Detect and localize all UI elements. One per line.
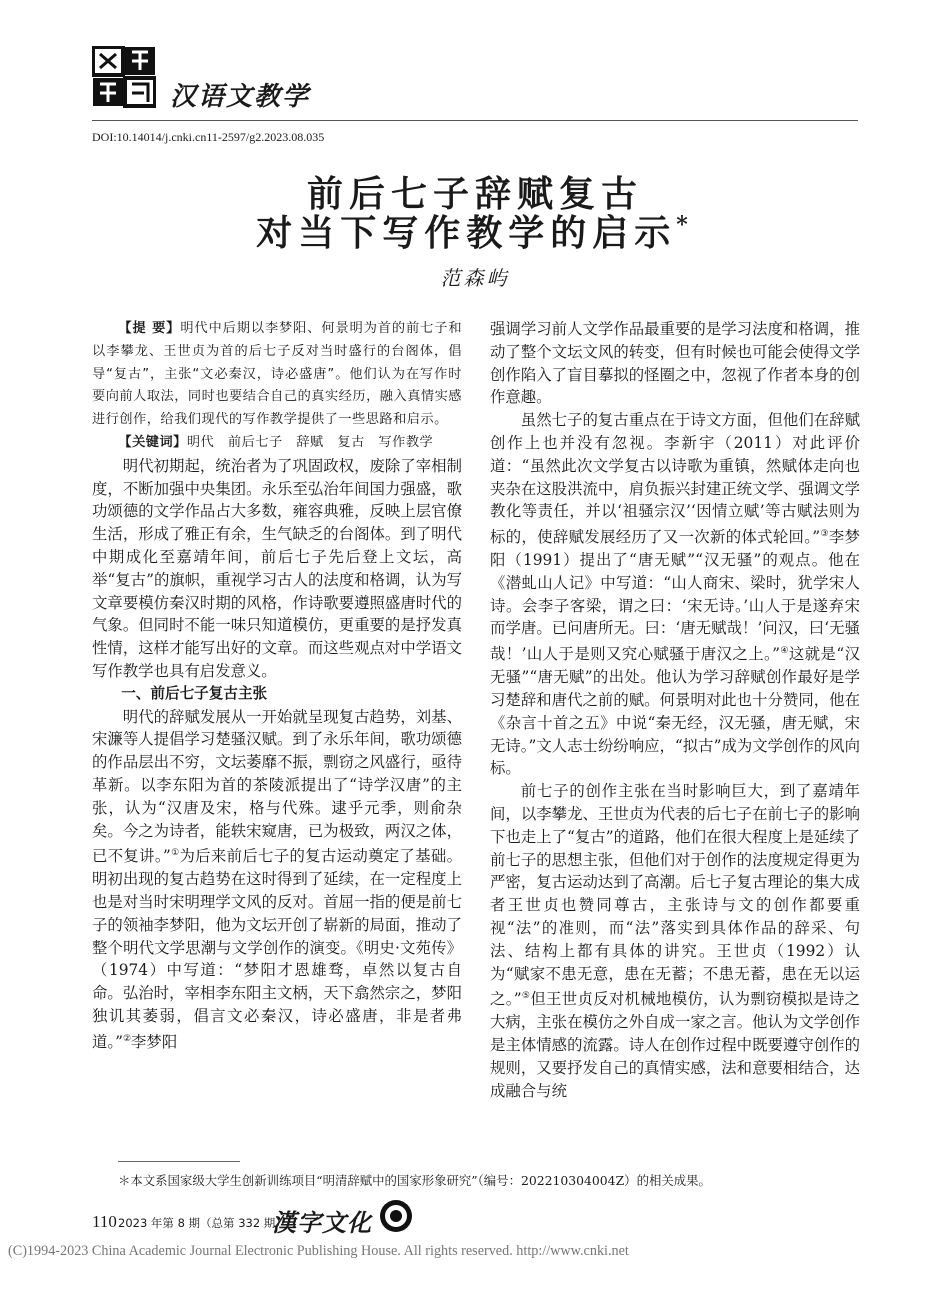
abstract <box>92 318 462 432</box>
article-title-line-2 <box>0 205 950 256</box>
paragraph-text: 前七子的创作主张在当时影响巨大，到了嘉靖年间，以李攀龙、王世贞为代表的后七子在前七子的影响下也走上了“复古”的道路，他们在很大程度上是延续了前七子的思想主张，但他们对于创作的法度规定得更为严密，复古运动达到了高潮。后七子复古理论的集大成者王世贞也赞同尊古，主张诗与文的创作都要重视“法”的准则，而“法”落实到具体作品的辞采、句法、结构上都有具体的讲究。王世贞（1992）认为“赋家不患无意，患在无蓄；不患无蓄，患在无以运之。” <box>490 782 860 1009</box>
section-title: 汉语文教学 <box>170 82 311 112</box>
page-number: 110 <box>92 1212 117 1231</box>
journal-seal-icon <box>378 1198 414 1234</box>
footnote-divider <box>118 1161 240 1162</box>
author: 范森屿 <box>440 266 510 290</box>
paragraph-text: 但王世贞反对机械地模仿，认为剽窃模拟是诗之大病，主张在模仿之外自成一家之言。他认为文学创作是主体情感的流露。诗人在创作过程中既要遵守创作的规则，又要抒发自己的真情实感，法和意要相结合，达成融合与统 <box>490 990 860 1100</box>
footnote-ref[interactable]: ② <box>122 1033 132 1044</box>
left-column <box>92 318 462 1054</box>
paragraph <box>490 409 860 780</box>
right-column <box>490 318 860 1102</box>
doi: DOI:10.14014/j.cnki.cn11-2597/g2.2023.08.035 <box>92 130 325 144</box>
article-title-line-1: 前后七子辞赋复古 <box>306 173 643 215</box>
keywords-label: 【关键词】 <box>118 434 187 450</box>
article-title-line-2-text: 对当下写作教学的启示 <box>256 212 677 254</box>
keywords <box>92 432 462 455</box>
section-heading: 一、前后七子复古主张 <box>121 684 268 702</box>
footnote-ref[interactable]: ③ <box>820 529 829 540</box>
paragraph-text: 虽然七子的复古重点在于诗文方面，但他们在辞赋创作上也并没有忽视。李新宇（2011）对此评价道：“虽然此次文学复古以诗歌为重镇，然赋体走向也夹杂在这股洪流中，肩负振兴封建正统文学、强调文学教化等责任，并以‘祖骚宗汉’‘因情立赋’等古赋法则为标的，使辞赋发展经历了又一次新的体式轮回。” <box>490 411 860 547</box>
abstract-text: 明代中后期以李梦阳、何景明为首的前七子和以李攀龙、王世贞为首的后七子反对当时盛行的台阁体，倡导“复古”，主张“文必秦汉，诗必盛唐”。他们认为在写作时要向前人取法，同时也要结合自己的真实经历，融入真情实感进行创作，给我们现代的写作教学提供了一些思路和启示。 <box>92 321 463 428</box>
footnote: ＊本文系国家级大学生创新训练项目“明清辞赋中的国家形象研究”（编号：202210304004Z）的相关成果。 <box>118 1173 711 1188</box>
title-footnote-mark: * <box>676 212 694 238</box>
paragraph-text: 李梦阳（1991）提出了“唐无赋”“汉无骚”的观点。他在《潜虬山人记》中写道：“山人商宋、梁时，犹学宋人诗。会李子客梁，谓之曰：‘宋无诗。’山人于是遂弃宋而学唐。已问唐所无。曰：‘唐无赋哉！’问汉，曰‘无骚哉！’山人于是则又究心赋骚于唐汉之上。” <box>490 528 860 664</box>
paragraph-text: 为后来前后七子的复古运动奠定了基础。明初出现的复古趋势在这时得到了延续，在一定程度上也是对当时宋明理学文风的反对。首屈一指的便是前七子的领袖李梦阳，他为文坛开创了崭新的局面，推动了整个明代文学思潮与文学创作的演变。《明史·文苑传》（1974）中写道：“梦阳才恩雄骛，卓然以复古自命。弘治时，宰相李东阳主文柄，天下翕然宗之，梦阳独讥其萎弱，倡言文必秦汉，诗必盛唐，非是者弗道。” <box>92 847 462 1051</box>
copyright-notice: (C)1994-2023 China Academic Journal Electronic Publishing House. All rights reserved. http://www.cnki.net <box>8 1243 629 1259</box>
paragraph-text: 李梦阳 <box>131 1032 178 1051</box>
footnote-ref[interactable]: ④ <box>780 646 789 657</box>
journal-logo <box>92 46 156 108</box>
paragraph-text: 这就是“汉无骚”“唐无赋”的出处。他认为学习辞赋创作最好是学习楚辞和唐代之前的赋。何景明对此也十分赞同，他在《杂言十首之五》中说“秦无经，汉无骚，唐无赋，宋无诗。”文人志士纷纷响应，“拟古”成为文学创作的风向标。 <box>490 645 860 778</box>
abstract-label: 【提 要】 <box>118 321 181 336</box>
paragraph: 明代初期起，统治者为了巩固政权，废除了宰相制度，不断加强中央集团。永乐至弘治年间国力强盛，歌功颂德的文学作品占大多数，雍容典雅，反映上层官僚生活，形成了雅正有余，生气缺乏的台阁体。到了明代中期成化至嘉靖年间，前后七子先后登上文坛，高举“复古”的旗帜，重视学习古人的法度和格调，认为写文章要模仿秦汉时期的风格，作诗歌要遵照盛唐时代的气象。但同时不能一味只知道模仿，更重要的是抒发真性情，这样才能写出好的文章。而这些观点对中学语文写作教学也具有启发意义。 <box>92 456 462 680</box>
paragraph-text: 明代的辞赋发展从一开始就呈现复古趋势，刘基、宋濂等人提倡学习楚骚汉赋。到了永乐年间，歌功颂德的作品层出不穷，文坛萎靡不振，剽窃之风盛行，亟待革新。以李东阳为首的茶陵派提出了“诗学汉唐”的主张，认为“汉唐及宋，格与代殊。逮乎元季，则俞杂矣。今之为诗者，能轶宋窥唐，已为极致，两汉之体，已不复讲。” <box>92 707 462 866</box>
footnote-ref[interactable]: ⑤ <box>521 991 531 1002</box>
paragraph <box>92 706 462 1054</box>
issue-info: 2023 年第 8 期（总第 332 期） <box>118 1216 287 1230</box>
keywords-text: 明代 前后七子 辞赋 复古 写作教学 <box>186 434 434 450</box>
paragraph: 强调学习前人文学作品最重要的是学习法度和格调，推动了整个文坛文风的转变，但有时候也可能会使得文学创作陷入了盲目摹拟的怪圈之中，忽视了作者本身的创作意趣。 <box>490 320 860 407</box>
header-divider <box>92 120 858 121</box>
journal-name: 漢字文化 <box>272 1208 372 1237</box>
footnote-ref[interactable]: ① <box>170 848 180 859</box>
paragraph <box>490 780 860 1102</box>
